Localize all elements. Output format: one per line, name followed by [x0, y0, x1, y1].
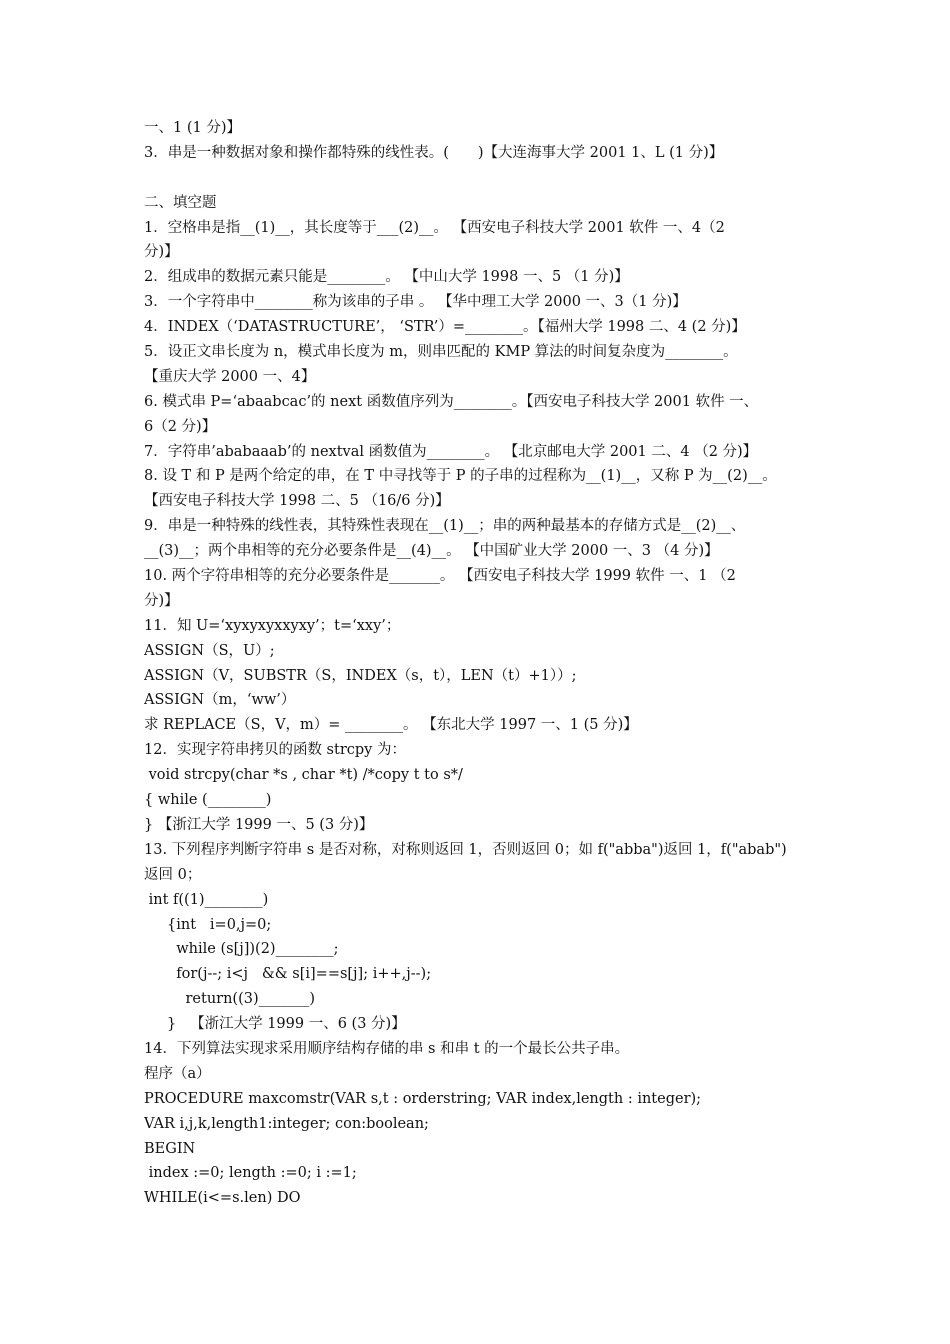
text-line: PROCEDURE maxcomstr(VAR s,t : orderstring; VAR index,length : integer); — [144, 1090, 702, 1107]
text-line: 5．设正文串长度为 n，模式串长度为 m，则串匹配的 KMP 算法的时间复杂度为________。 — [144, 344, 738, 361]
text-line: VAR i,j,k,length1:integer; con:boolean; — [144, 1115, 429, 1132]
text-line: 二、填空题 — [144, 194, 217, 211]
text-line: BEGIN — [144, 1140, 196, 1157]
text-line: 一、1 (1 分)】 — [144, 120, 241, 136]
text-line: void strcpy(char *s , char *t) /*copy t to s*/ — [144, 767, 463, 784]
text-line: int f((1)________) — [144, 891, 269, 908]
text-line: ASSIGN（S，U）; — [144, 642, 275, 659]
text-line: 8. 设 T 和 P 是两个给定的串，在 T 中寻找等于 P 的子串的过程称为__(1)__，又称 P 为__(2)__。 — [144, 468, 777, 485]
text-line: 12．实现字符串拷贝的函数 strcpy 为： — [144, 742, 406, 759]
text-line: return((3)_______) — [144, 991, 316, 1008]
text-line: 【西安电子科技大学 1998 二、5 （16/6 分)】 — [144, 493, 450, 510]
text-line: 9．串是一种特殊的线性表，其特殊性表现在__(1)__；串的两种最基本的存储方式是__(2)__、 — [144, 518, 746, 535]
text-line: {int i=0,j=0; — [144, 916, 272, 933]
text-line: __(3)__；两个串相等的充分必要条件是__(4)__。 【中国矿业大学 2000 一、3 （4 分)】 — [144, 543, 719, 560]
text-line: } 【浙江大学 1999 一、6 (3 分)】 — [144, 1016, 406, 1033]
text-line: 6. 模式串 P=‘abaabcac’的 next 函数值序列为________。【西安电子科技大学 2001 软件 一、 — [144, 393, 759, 410]
text-line: 2．组成串的数据元素只能是________。 【中山大学 1998 一、5 （1 分)】 — [144, 269, 629, 286]
text-line: 7．字符串’ababaaab’的 nextval 函数值为________。 【北京邮电大学 2001 二、4 （2 分)】 — [144, 443, 758, 460]
text-line: 14．下列算法实现求采用顺序结构存储的串 s 和串 t 的一个最长公共子串。 — [144, 1040, 630, 1057]
text-line: 程序（a） — [144, 1065, 211, 1082]
text-line: 1．空格串是指__(1)__，其长度等于___(2)__。 【西安电子科技大学 2001 软件 一、4（2 — [144, 219, 725, 236]
text-line: ASSIGN（m，‘ww’） — [144, 692, 296, 709]
text-line: 13. 下列程序判断字符串 s 是否对称，对称则返回 1，否则返回 0；如 f("abba")返回 1，f("abab") — [144, 841, 787, 858]
text-line: while (s[j])(2)________; — [144, 941, 339, 958]
text-line: 分)】 — [144, 592, 179, 609]
text-line: 求 REPLACE（S，V，m）= ________。 【东北大学 1997 一、1 (5 分)】 — [144, 717, 638, 734]
text-line: ASSIGN（V，SUBSTR（S，INDEX（s，t），LEN（t）+1））; — [144, 667, 577, 684]
blank-line — [144, 166, 812, 191]
text-line: } 【浙江大学 1999 一、5 (3 分)】 — [144, 816, 374, 833]
text-line: 3．串是一种数据对象和操作都特殊的线性表。( )【大连海事大学 2001 1、L (1 分)】 — [144, 144, 724, 161]
text-line: 分)】 — [144, 244, 179, 261]
text-line: for(j--; i<j && s[i]==s[j]; i++,j--); — [144, 966, 432, 983]
text-line: 6（2 分)】 — [144, 418, 217, 435]
text-line: WHILE(i<=s.len) DO — [144, 1190, 301, 1207]
text-line: 11．知 U=‘xyxyxyxxyxy’；t=‘xxy’； — [144, 617, 401, 634]
text-line: 10. 两个字符串相等的充分必要条件是_______。 【西安电子科技大学 1999 软件 一、1 （2 — [144, 568, 736, 585]
text-line: { while (________) — [144, 792, 272, 809]
text-line: 【重庆大学 2000 一、4】 — [144, 368, 316, 385]
text-line: 4．INDEX（‘DATASTRUCTURE’， ‘STR’）=________。【福州大学 1998 二、4 (2 分)】 — [144, 319, 746, 336]
text-line: 3．一个字符串中________称为该串的子串 。 【华中理工大学 2000 一、3（1 分)】 — [144, 294, 687, 311]
text-line: index :=0; length :=0; i :=1; — [144, 1165, 357, 1182]
document-page — [144, 116, 812, 1211]
text-line: 返回 0； — [144, 866, 202, 883]
